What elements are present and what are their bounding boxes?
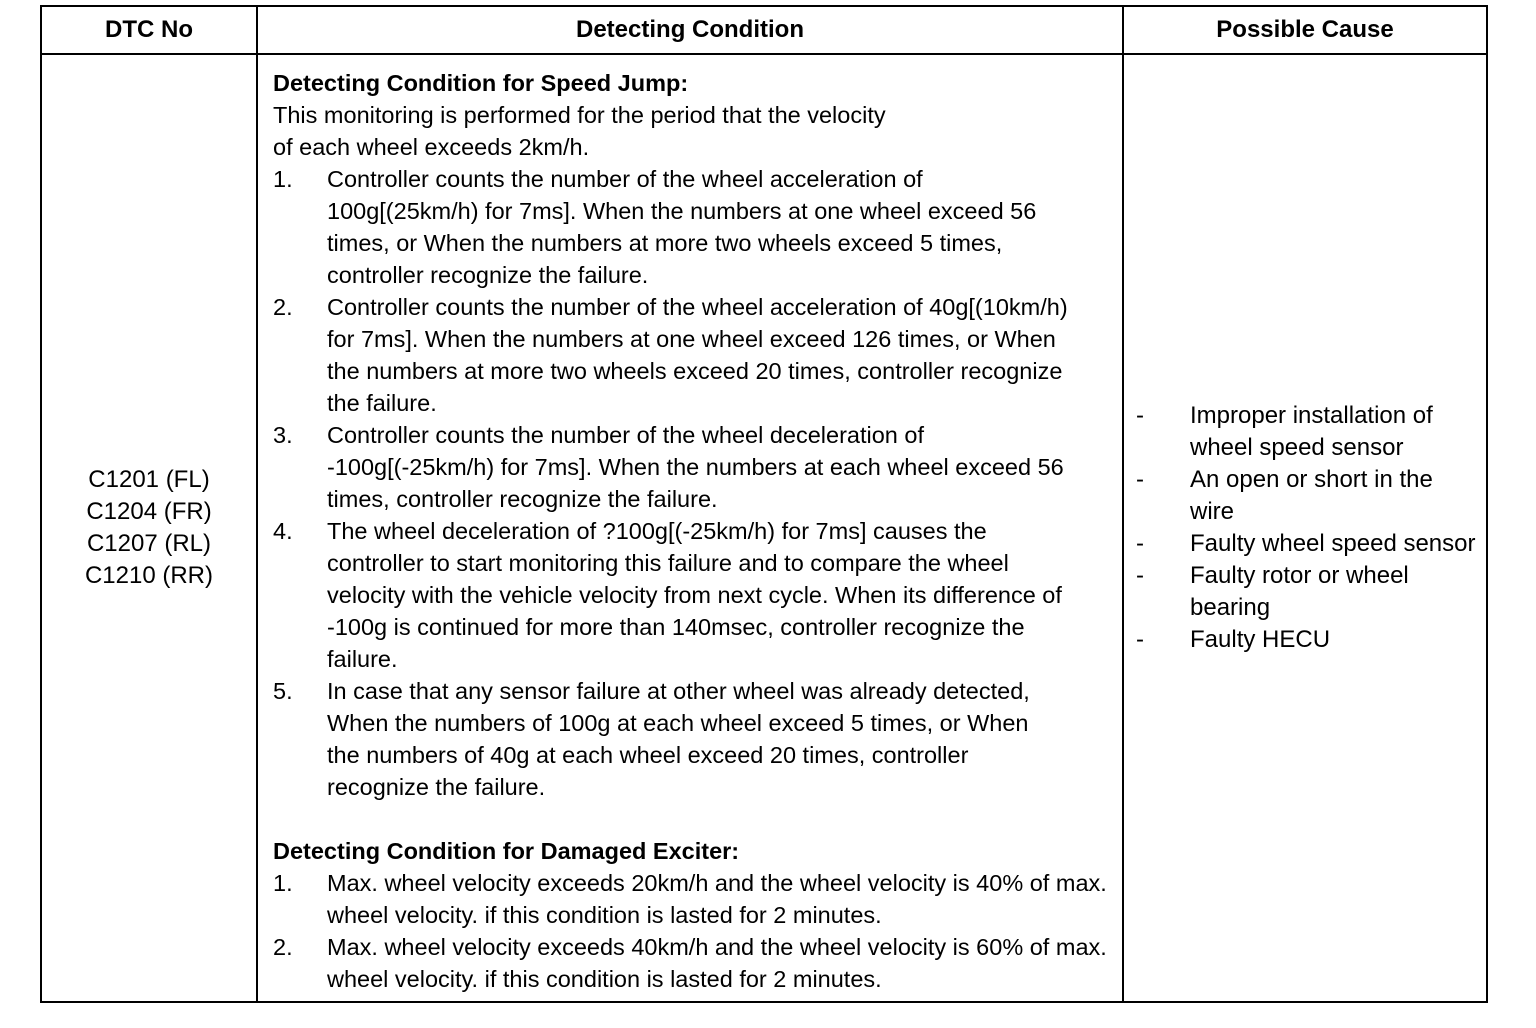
list-item [1136, 624, 1478, 656]
bullet-dash: - [1136, 402, 1144, 429]
bullet-dash: - [1136, 466, 1144, 493]
item-text: The wheel deceleration of ?100g[(-25km/h) for 7ms] causes the controller to start monitoring this failure and to compare the wheel velocity with the vehicle velocity from next cycle. When its difference of -100g is continued for more than 140msec, controller recognize the failure. [327, 518, 1062, 672]
dtc-code: C1204 (FR) [86, 498, 212, 525]
item-number: 2. [273, 294, 293, 320]
item-text: In case that any sensor failure at other wheel was already detected, When the numbers of 100g at each wheel exceed 5 times, or When the numbers of 40g at each wheel exceed 20 times, controller recognize the failure. [327, 678, 1030, 800]
item-number: 4. [273, 518, 293, 544]
item-text: Controller counts the number of the wheel acceleration of 100g[(25km/h) for 7ms]. When the numbers at one wheel exceed 56 times, or When the numbers at more two wheels exceed 5 times, controller recognize the failure. [327, 166, 1037, 288]
dtc-code: C1210 (RR) [84, 562, 214, 589]
list-item [1136, 528, 1478, 560]
bullet-dash: - [1136, 562, 1144, 589]
list-item [273, 163, 1116, 291]
list-item [1136, 464, 1478, 528]
item-text: Max. wheel velocity exceeds 40km/h and the wheel velocity is 60% of max. wheel velocity. if this condition is lasted for 2 minutes. [327, 934, 1107, 992]
table-row [41, 54, 1487, 1002]
bullet-dash: - [1136, 626, 1144, 653]
list-item [1136, 400, 1478, 464]
list-item [273, 419, 1116, 515]
header-row [41, 6, 1487, 54]
list-item [273, 515, 1116, 675]
cause-text: Faulty wheel speed sensor [1190, 530, 1476, 557]
dtc-code: C1207 (RL) [86, 530, 212, 557]
cause-text: Improper installation of wheel speed sensor [1190, 402, 1433, 461]
item-text: Controller counts the number of the wheel deceleration of -100g[(-25km/h) for 7ms]. When the numbers at each wheel exceed 56 times, controller recognize the failure. [327, 422, 1064, 512]
item-text: Controller counts the number of the wheel acceleration of 40g[(10km/h) for 7ms]. When the numbers at one wheel exceed 126 times, or When the numbers at more two wheels exceed 20 times, controller recognize the failure. [327, 294, 1068, 416]
list-item [273, 291, 1116, 419]
possible-cause-cell [1123, 54, 1487, 1002]
section-gap [273, 803, 1116, 835]
item-number: 3. [273, 422, 293, 448]
speed-jump-intro: This monitoring is performed for the period that the velocity of each wheel exceeds 2km/h. [273, 102, 886, 160]
list-item [273, 931, 1116, 995]
bullet-dash: - [1136, 530, 1144, 557]
item-number: 1. [273, 166, 293, 192]
dtc-code: C1201 (FL) [88, 466, 210, 493]
header-possible-cause: Possible Cause [1123, 6, 1487, 54]
item-number: 2. [273, 934, 293, 960]
cause-text: Faulty HECU [1190, 626, 1331, 653]
item-number: 5. [273, 678, 293, 704]
dtc-codes-cell [41, 54, 257, 1002]
list-item [1136, 560, 1478, 624]
item-number: 1. [273, 870, 293, 896]
speed-jump-list [273, 163, 1116, 803]
list-item [273, 867, 1116, 931]
possible-cause-list [1136, 400, 1478, 656]
list-item [273, 675, 1116, 803]
cause-text: An open or short in the wire [1190, 466, 1433, 525]
detecting-condition-cell [257, 54, 1123, 1002]
speed-jump-title: Detecting Condition for Speed Jump: [273, 70, 689, 96]
header-dtc-no: DTC No [41, 6, 257, 54]
damaged-exciter-title: Detecting Condition for Damaged Exciter: [273, 838, 740, 864]
cause-text: Faulty rotor or wheel bearing [1190, 562, 1409, 621]
header-detecting-condition: Detecting Condition [257, 6, 1123, 54]
item-text: Max. wheel velocity exceeds 20km/h and the wheel velocity is 40% of max. wheel velocity. if this condition is lasted for 2 minutes. [327, 870, 1107, 928]
damaged-exciter-list [273, 867, 1116, 995]
dtc-table [40, 5, 1488, 1003]
